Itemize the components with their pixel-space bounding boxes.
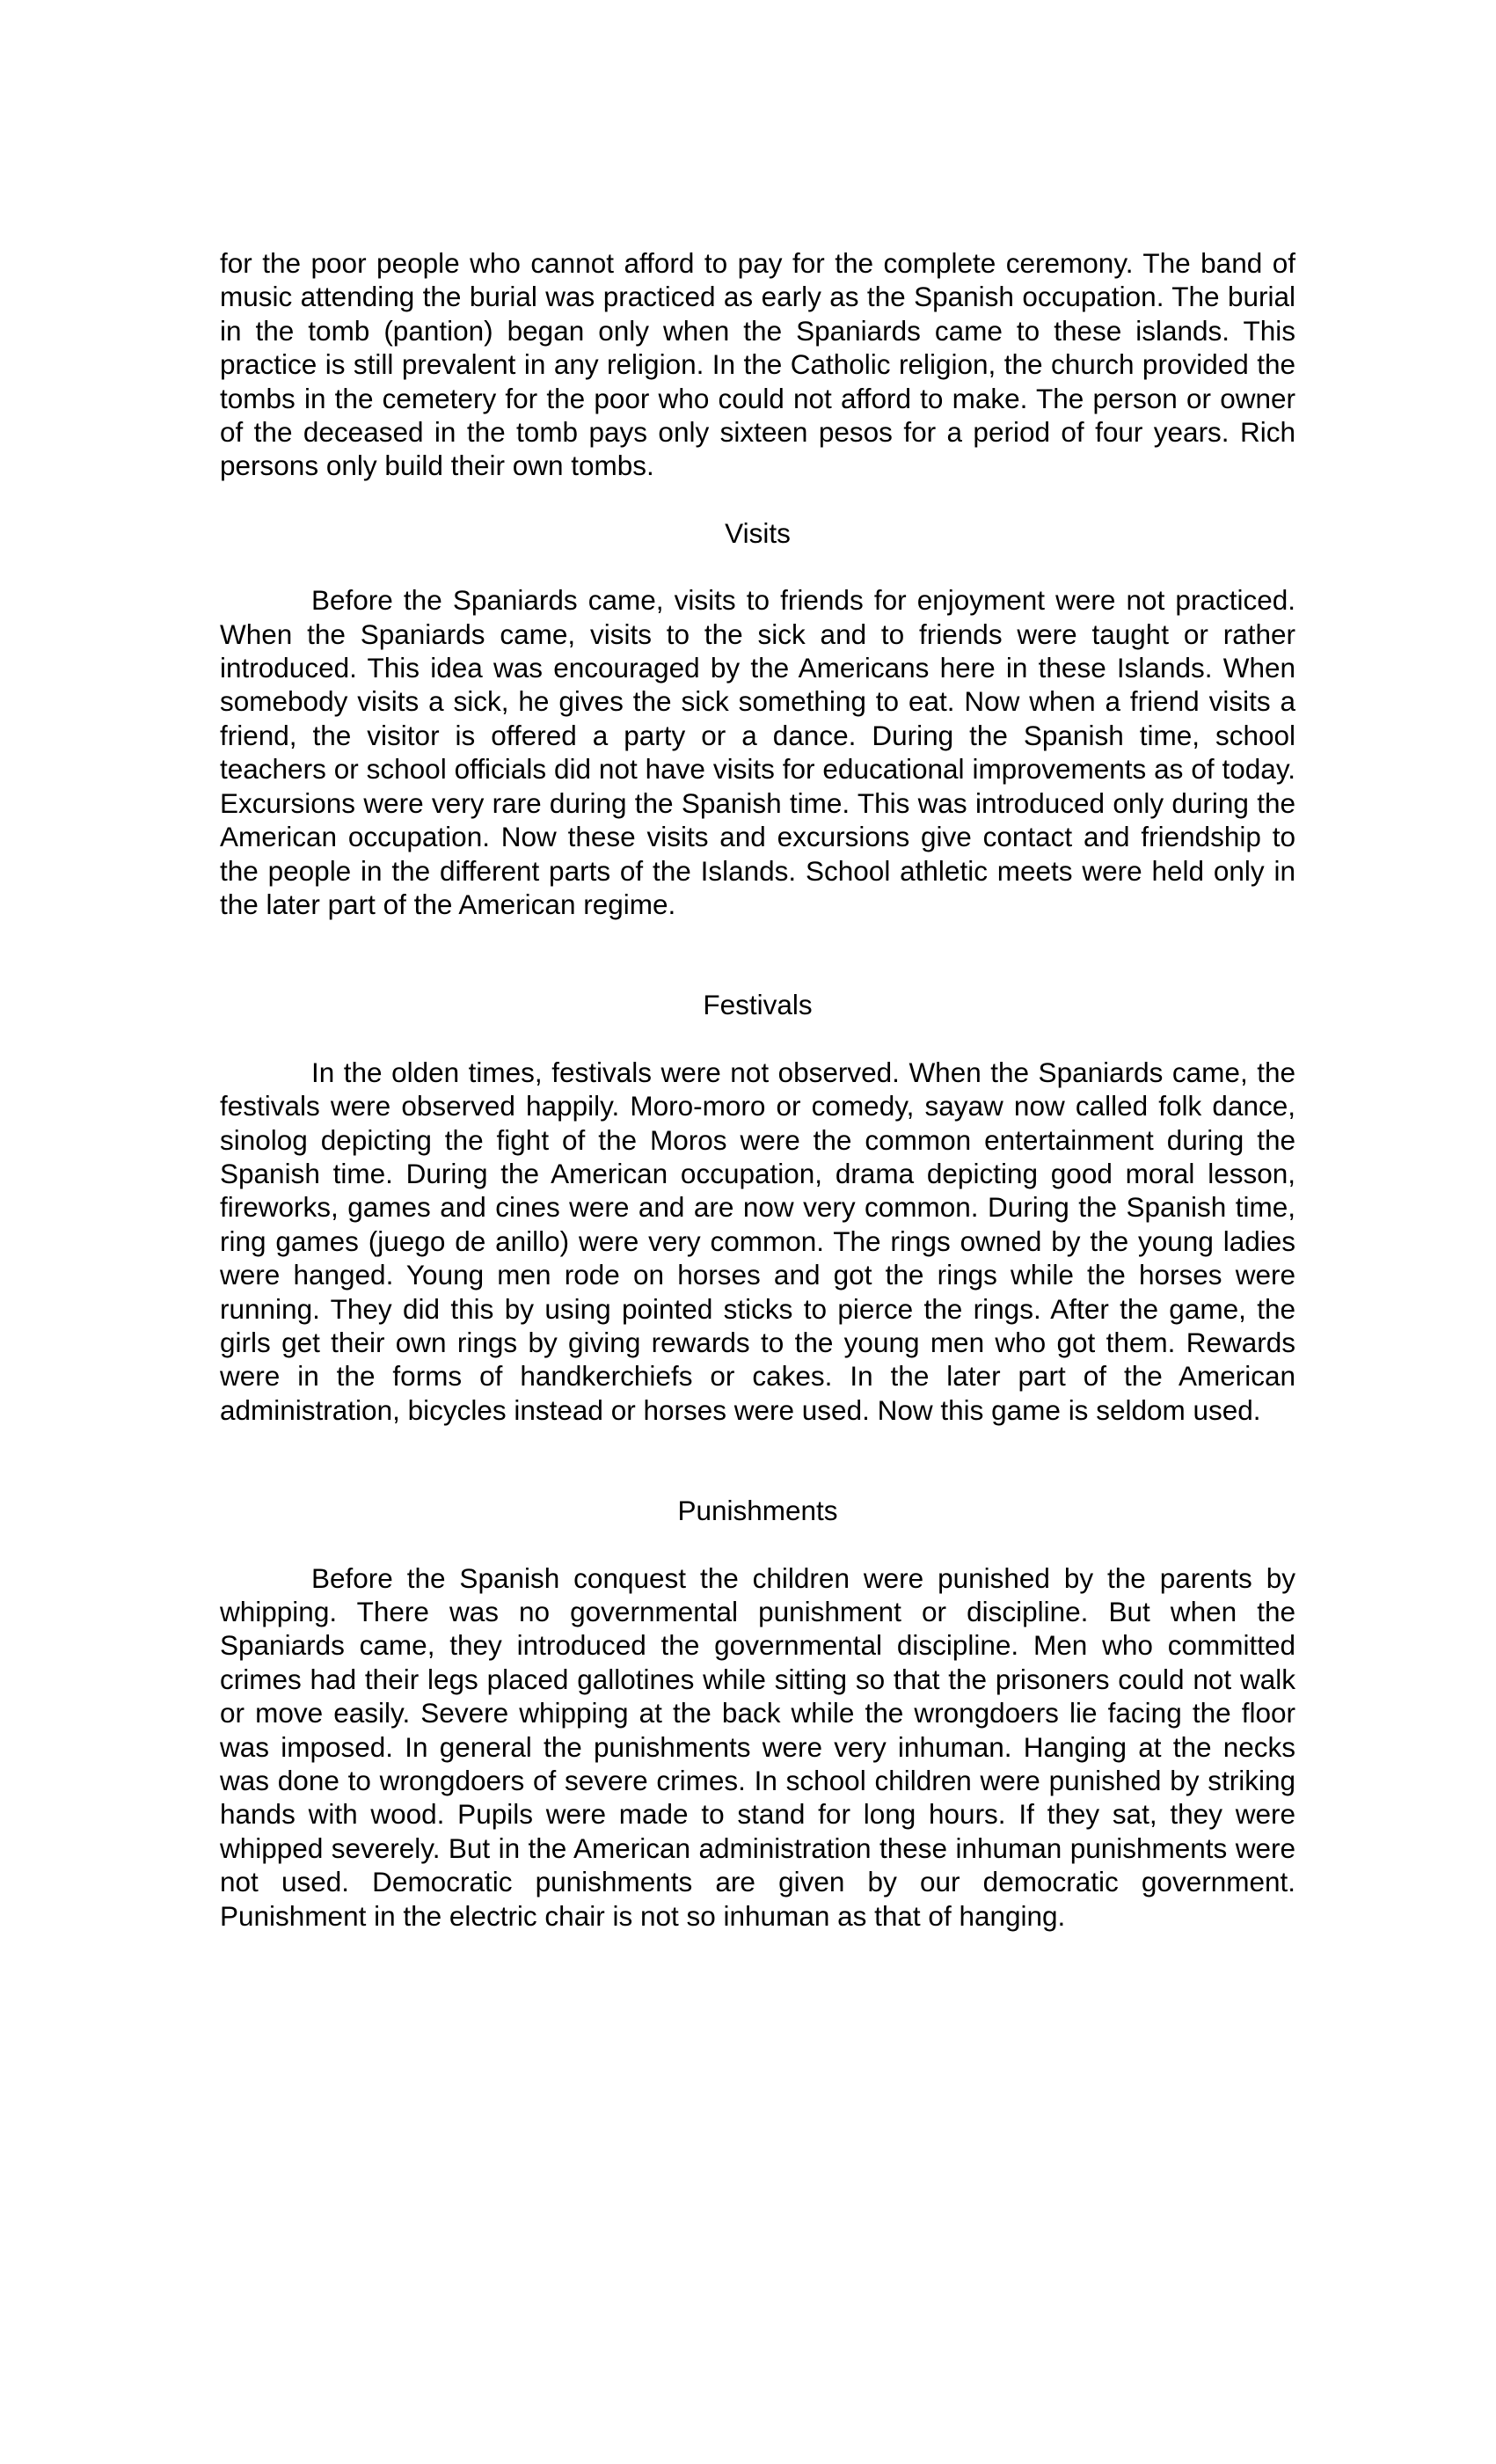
spacer [220,550,1295,583]
spacer [220,1427,1295,1494]
section-heading-visits: Visits [725,516,791,549]
section-heading-festivals: Festivals [703,989,813,1021]
section-visits [220,516,1295,921]
section-body-festivals: In the olden times, festivals were not observed. When the Spaniards came, the festivals were observed happily. Moro-moro or comedy, sayaw now called folk dance, sinolog depicting the fight of the Moros were the common entertainment during the Spanish time. During the American occupation, drama depicting good moral lesson, fireworks, games and cines were and are now very common. During the Spanish time, ring games (juego de anillo) were very common. The rings owned by the young ladies were hanged. Young men rode on horses and got the rings while the horses were running. They did this by using pointed sticks to pierce the rings. After the game, the girls get their own rings by giving rewards to the young men who got them. Rewards were in the forms of handkerchiefs or cakes. In the later part of the American administration, bicycles instead or horses were used. Now this game is seldom used. [220,1056,1295,1426]
document-page [220,246,1295,1933]
section-body-visits: Before the Spaniards came, visits to friends for enjoyment were not practiced. When the Spaniards came, visits to the sick and to friends were taught or rather introduced. This idea was encouraged by the Americans here in these Islands. When somebody visits a sick, he gives the sick something to eat. Now when a friend visits a friend, the visitor is offered a party or a dance. During the Spanish time, school teachers or school officials did not have visits for educational improvements as of today. Excursions were very rare during the Spanish time. This was introduced only during the American occupation. Now these visits and excursions give contact and friendship to the people in the different parts of the Islands. School athletic meets were held only in the later part of the American regime. [220,584,1295,920]
section-festivals [220,988,1295,1427]
spacer [220,921,1295,988]
spacer [220,483,1295,516]
opening-paragraph: for the poor people who cannot afford to pay for the complete ceremony. The band of music attending the burial was practiced as early as the Spanish occupation. The burial in the tomb (pantion) began only when the Spaniards came to these islands. This practice is still prevalent in any religion. In the Catholic religion, the church provided the tombs in the cemetery for the poor who could not afford to make. The person or owner of the deceased in the tomb pays only sixteen pesos for a period of four years. Rich persons only build their own tombs. [220,247,1295,482]
section-body-punishments: Before the Spanish conquest the children were punished by the parents by whipping. There was no governmental punishment or discipline. But when the Spaniards came, they introduced the governmental discipline. Men who committed crimes had their legs placed gallotines while sitting so that the prisoners could not walk or move easily. Severe whipping at the back while the wrongdoers lie facing the floor was imposed. In general the punishments were very inhuman. Hanging at the necks was done to wrongdoers of severe crimes. In school children were punished by striking hands with wood. Pupils were made to stand for long hours. If they sat, they were whipped severely. But in the American administration these inhuman punishments were not used. Democratic punishments are given by our democratic government. Punishment in the electric chair is not so inhuman as that of hanging. [220,1561,1295,1932]
spacer [220,1528,1295,1561]
spacer [220,1022,1295,1056]
section-heading-punishments: Punishments [677,1495,838,1527]
section-punishments [220,1494,1295,1933]
